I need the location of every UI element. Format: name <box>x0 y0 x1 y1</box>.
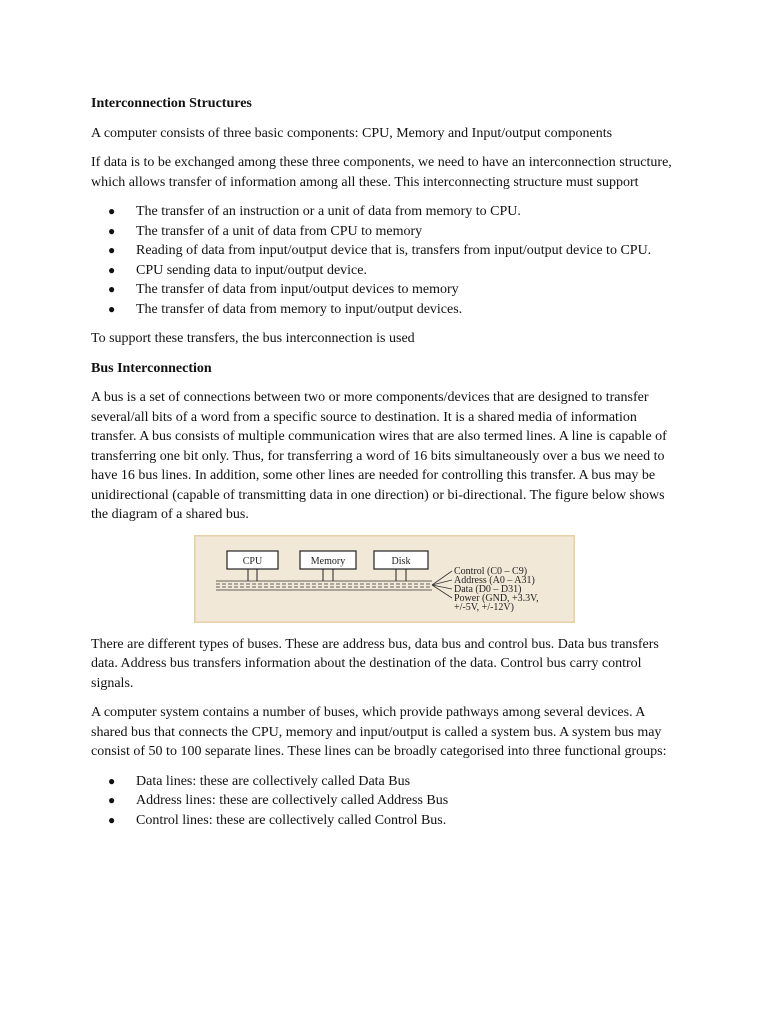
label-address: Address (A0 – A31) <box>454 574 535 586</box>
svg-text:Memory: Memory <box>310 555 346 567</box>
heading-interconnection-structures: Interconnection Structures <box>91 96 252 111</box>
svg-text:CPU: CPU <box>242 555 263 567</box>
label-data: Data (D0 – D31) <box>454 583 522 595</box>
list-item: ● Data lines: these are collectively called Data Bus <box>136 772 681 792</box>
paragraph-bus-definition: A bus is a set of connections between two or more components/devices that are designed to transfer several/all bits of a word from a specific source to destination. It is a shared media of information transfer. A bus consists of multiple communication wires that are also termed lines. A line is capable of transferring one bit only. Thus, for transferring a word of 16 bits simultaneously over a bus we need to have 16 bus lines. In addition, some other lines are needed for controlling this transfer. A bus may be unidirectional (capable of transmitting data in one direction) or bi-directional. The figure below shows the diagram of a shared bus. <box>91 390 667 522</box>
list-item: ● CPU sending data to input/output device. <box>136 261 681 281</box>
paragraph-system-bus: A computer system contains a number of buses, which provide pathways among several devices. A shared bus that connects the CPU, memory and input/output is called a system bus. A system bus may consist of 50 to 100 separate lines. These lines can be broadly categorised into three functional groups: <box>91 705 667 759</box>
label-power: Power (GND, +3.3V, <box>454 592 539 604</box>
bullet-icon: ● <box>108 793 116 807</box>
label-power-cont: +/-5V, +/-12V) <box>454 601 514 613</box>
list-item: ● The transfer of data from input/output devices to memory <box>136 280 681 300</box>
list-item: ● Reading of data from input/output device that is, transfers from input/output device to CPU. <box>136 241 681 261</box>
shared-bus-figure <box>194 535 575 623</box>
bullet-icon: ● <box>108 812 116 827</box>
paragraph-bus-types: There are different types of buses. These are address bus, data bus and control bus. Data bus transfers data. Address bus transfers information about the destination of the data. Control bus carry control signals. <box>91 636 659 691</box>
svg-text:Disk: Disk <box>391 555 411 567</box>
document-page <box>91 94 681 840</box>
heading-bus-interconnection: Bus Interconnection <box>91 360 212 376</box>
transfer-list <box>91 202 681 319</box>
list-item: ● Address lines: these are collectively called Address Bus <box>136 791 681 811</box>
bullet-icon: ● <box>108 773 116 788</box>
bullet-icon: ● <box>108 223 116 238</box>
bullet-icon: ● <box>108 243 116 257</box>
paragraph-support: To support these transfers, the bus interconnection is used <box>91 331 415 346</box>
list-item: ● The transfer of data from memory to input/output devices. <box>136 300 681 320</box>
list-item: ● Control lines: these are collectively called Control Bus. <box>136 811 681 831</box>
list-item: ● The transfer of a unit of data from CPU to memory <box>136 222 681 242</box>
bullet-icon: ● <box>108 301 116 316</box>
paragraph-exchange: If data is to be exchanged among these three components, we need to have an interconnection structure, which allows transfer of information among all these. This interconnecting structure must support <box>91 155 672 190</box>
bullet-icon: ● <box>108 282 116 296</box>
list-item: ● The transfer of an instruction or a unit of data from memory to CPU. <box>136 202 681 222</box>
paragraph-components: A computer consists of three basic components: CPU, Memory and Input/output components <box>91 125 613 141</box>
bullet-icon: ● <box>108 262 116 277</box>
label-control: Control (C0 – C9) <box>454 565 528 577</box>
shared-bus-diagram <box>194 535 575 623</box>
bullet-icon: ● <box>108 204 116 218</box>
functional-groups-list <box>91 772 681 831</box>
